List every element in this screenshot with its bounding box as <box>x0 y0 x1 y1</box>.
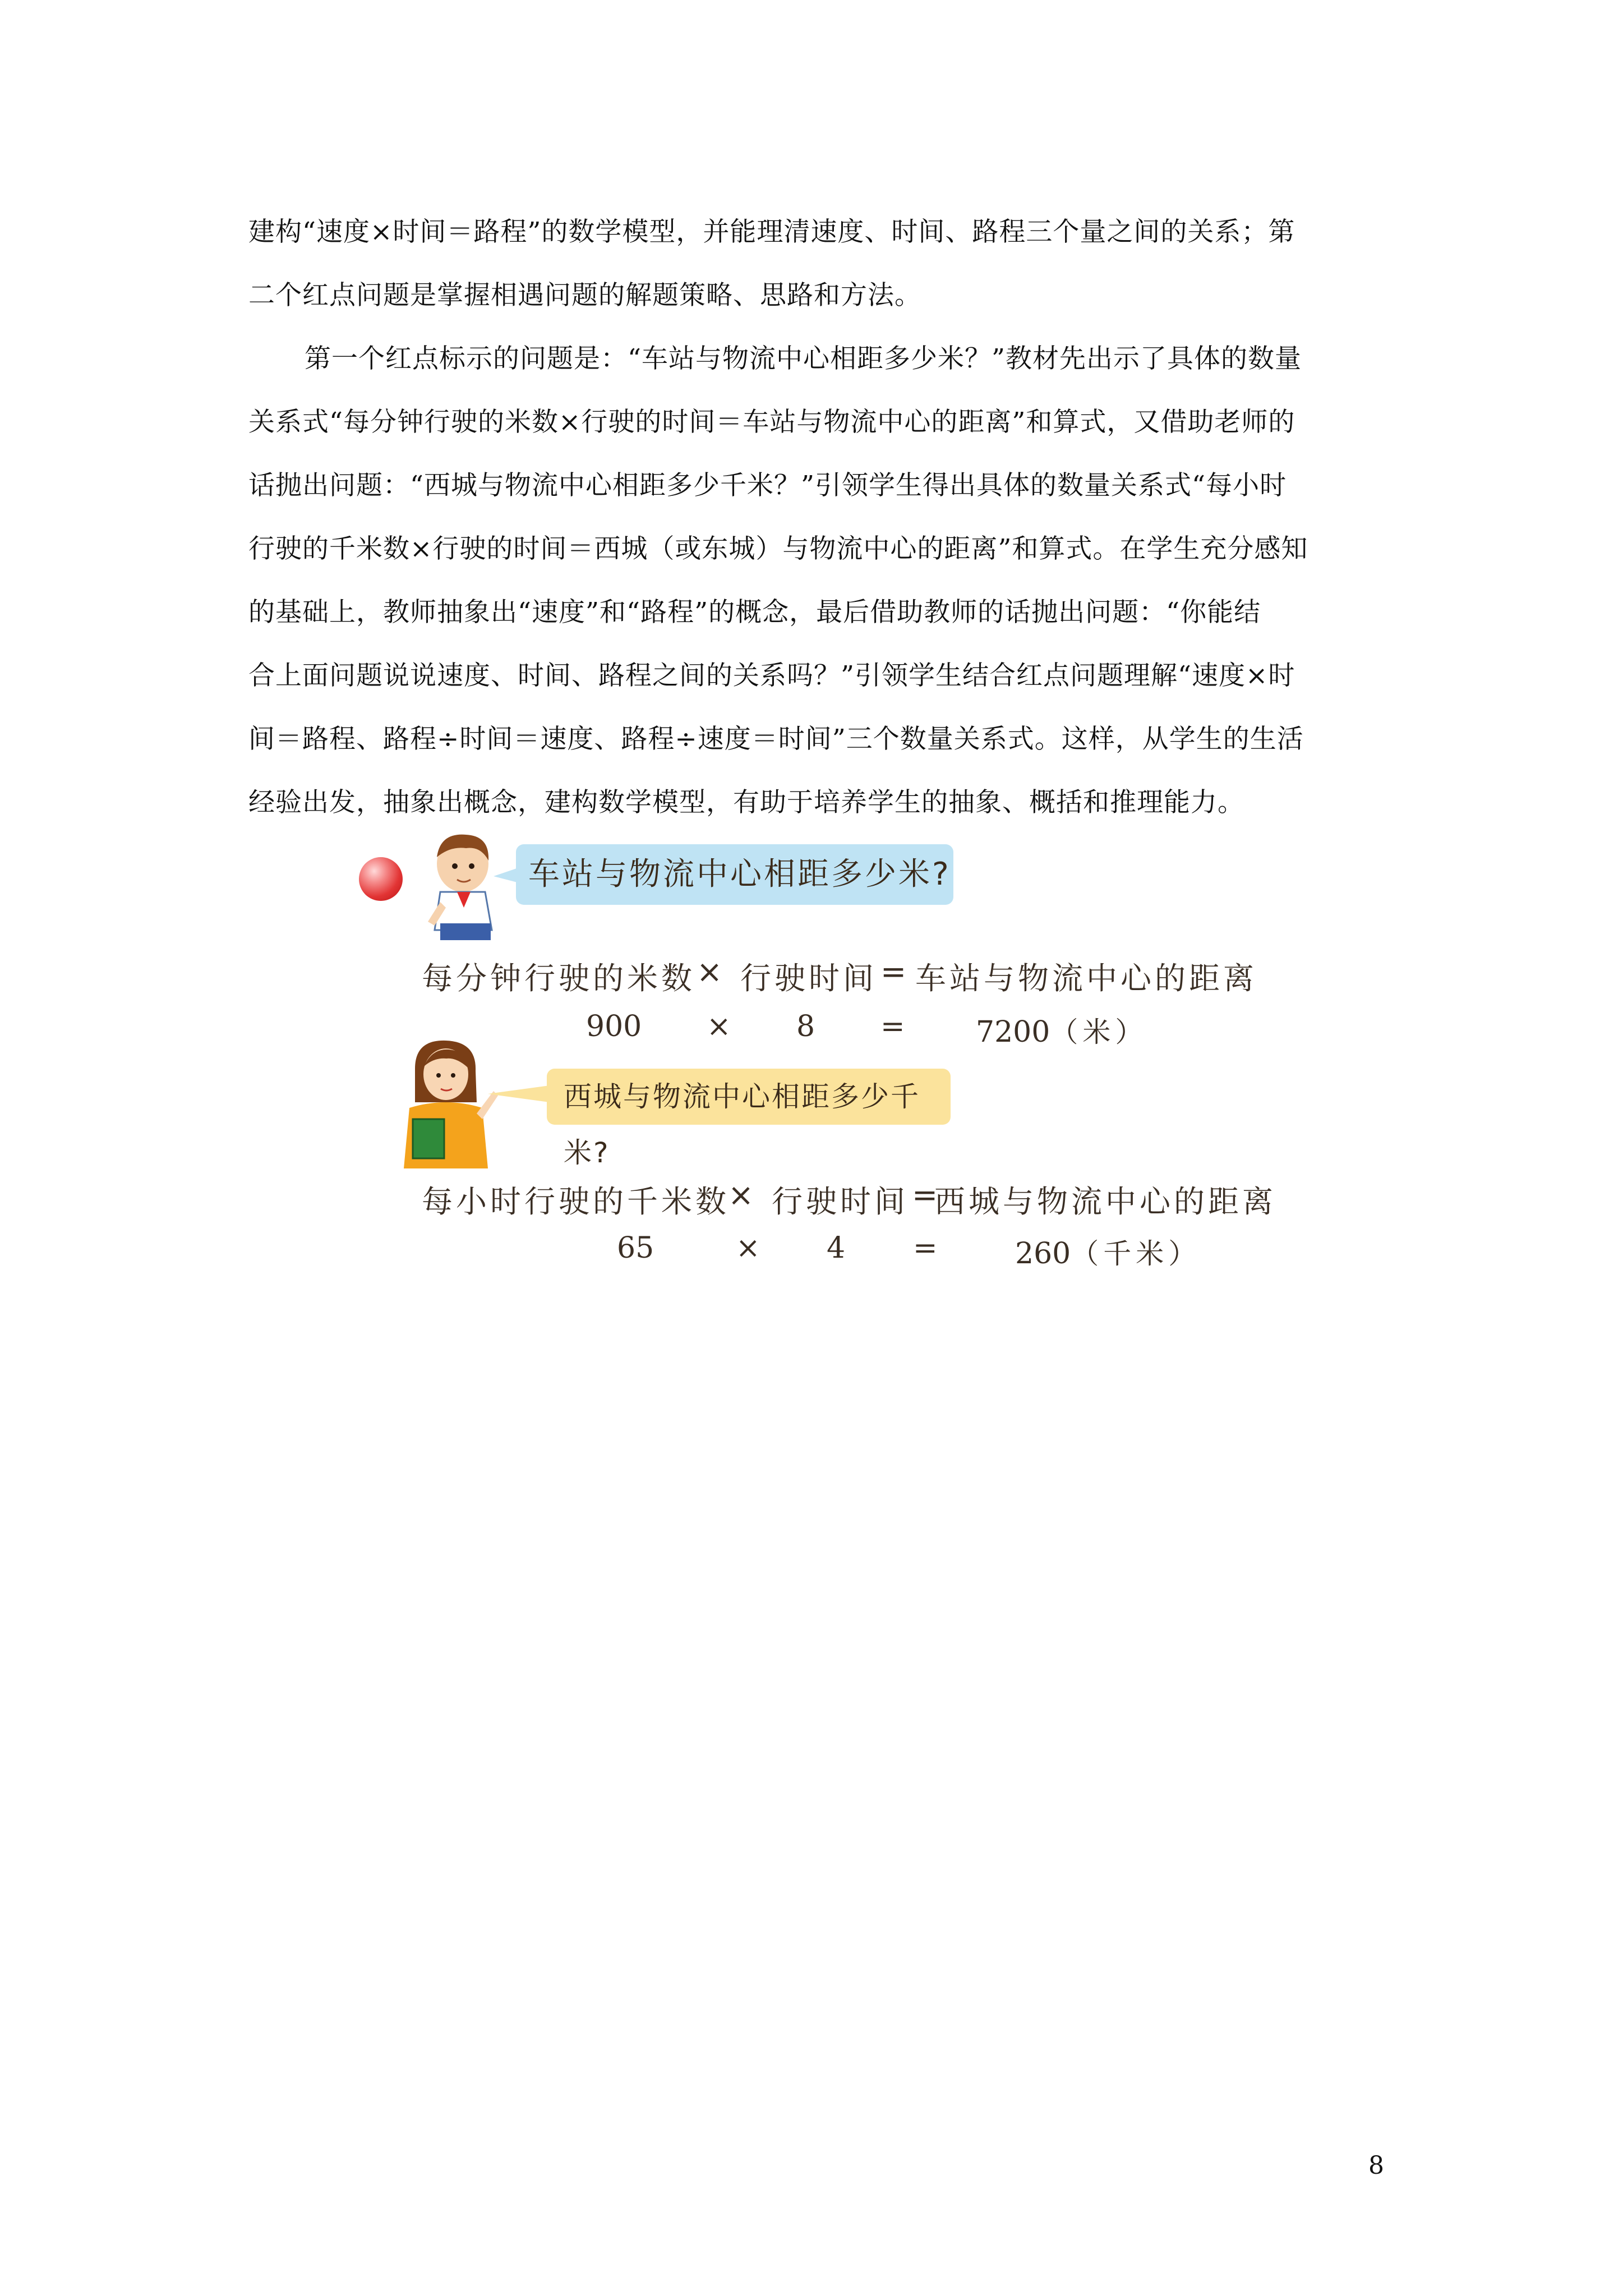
equation-2-right: 西城与物流中心的距离 <box>934 1184 1277 1220</box>
paragraph-line: 第一个红点标示的问题是：“车站与物流中心相距多少米？”教材先出示了具体的数量 <box>305 343 1302 374</box>
paragraph-line: 行驶的千米数×行驶的时间＝西城（或东城）与物流中心的距离”和算式。在学生充分感知 <box>248 533 1308 564</box>
equation-2-equals: = <box>912 1177 942 1213</box>
calc-1-unit: （米） <box>1050 1016 1148 1048</box>
equation-2-left: 每小时行驶的千米数 <box>422 1184 730 1220</box>
paragraph-line: 建构“速度×时间＝路程”的数学模型，并能理清速度、时间、路程三个量之间的关系；第 <box>248 217 1295 247</box>
calc-2-b: 4 <box>827 1231 846 1265</box>
equation-2-middle: 行驶时间 <box>772 1184 909 1220</box>
equation-1-right: 车站与物流中心的距离 <box>915 960 1258 996</box>
speech-bubble-teacher: 西城与物流中心相距多少千米? <box>547 1069 951 1125</box>
speech-bubble-boy: 车站与物流中心相距多少米? <box>516 844 953 905</box>
equation-1-equals: = <box>880 954 910 990</box>
teacher-character-icon <box>393 1035 499 1170</box>
red-point-icon <box>359 857 403 901</box>
equation-1-left: 每分钟行驶的米数 <box>422 960 696 996</box>
calc-1-b: 8 <box>796 1010 815 1043</box>
paragraph-line: 合上面问题说说速度、时间、路程之间的关系吗？”引领学生结合红点问题理解“速度×时 <box>248 660 1295 691</box>
calc-2-result: 260 <box>1015 1237 1071 1271</box>
paragraph-line: 话抛出问题：“西城与物流中心相距多少千米？”引领学生得出具体的数量关系式“每小时 <box>248 470 1287 501</box>
calc-1-op: × <box>707 1010 731 1043</box>
equation-2-times: × <box>728 1177 758 1213</box>
calc-1-eq: = <box>880 1010 905 1043</box>
paragraph-line: 间＝路程、路程÷时间＝速度、路程÷速度＝时间”三个数量关系式。这样，从学生的生活 <box>248 724 1304 754</box>
paragraph-line: 二个红点问题是掌握相遇问题的解题策略、思路和方法。 <box>248 280 921 311</box>
calc-1-a: 900 <box>586 1010 642 1043</box>
page-number: 8 <box>1368 2151 1384 2180</box>
calc-2-op: × <box>736 1231 760 1265</box>
paragraph-line: 关系式“每分钟行驶的米数×行驶的时间＝车站与物流中心的距离”和算式，又借助老师的 <box>248 407 1295 438</box>
paragraph-line: 的基础上，教师抽象出“速度”和“路程”的概念，最后借助教师的话抛出问题：“你能结 <box>248 597 1261 628</box>
calc-2-a: 65 <box>617 1231 654 1265</box>
equation-1-times: × <box>697 954 726 990</box>
paragraph-line: 经验出发，抽象出概念，建构数学模型，有助于培养学生的抽象、概括和推理能力。 <box>248 787 1244 818</box>
calc-2-unit: （千米） <box>1071 1237 1201 1270</box>
equation-1-middle: 行驶时间 <box>740 960 878 996</box>
calc-1-result-group <box>976 1010 1147 1050</box>
calc-1-result: 7200 <box>976 1015 1050 1049</box>
speech-tail-icon <box>488 1083 550 1105</box>
calc-2-result-group <box>1015 1231 1201 1272</box>
calc-2-eq: = <box>913 1231 938 1265</box>
